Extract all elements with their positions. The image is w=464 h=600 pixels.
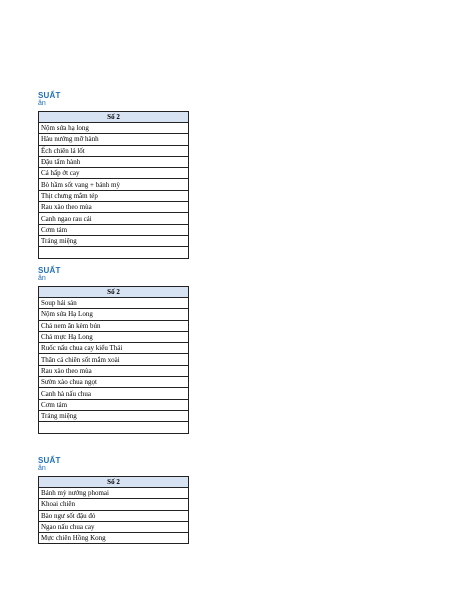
menu-item: Canh hà nấu chua <box>39 388 189 399</box>
menu-item: Chả nem ăn kèm bún <box>39 320 189 331</box>
menu-table <box>38 476 189 544</box>
menu-item: Ếch chiên lá lốt <box>39 145 189 156</box>
menu-section-3 <box>38 456 189 544</box>
menu-item: Cơm tám <box>39 399 189 410</box>
menu-item: Bào ngư sốt đậu đỏ <box>39 510 189 521</box>
section-title: SUẤT <box>38 456 61 465</box>
menu-item: Khoai chiên <box>39 499 189 510</box>
menu-item: Bánh mỳ nướng phomai <box>39 488 189 499</box>
section-title: SUẤT <box>38 266 61 275</box>
menu-section-2 <box>38 266 189 434</box>
menu-item: Tráng miệng <box>39 410 189 421</box>
section-subtitle: ăn <box>38 100 46 107</box>
menu-item: Nộm sứa hạ long <box>39 123 189 134</box>
menu-table-header: Số 2 <box>39 477 189 488</box>
menu-item: Rau xào theo mùa <box>39 202 189 213</box>
menu-item: Bò hầm sốt vang + bánh mỳ <box>39 179 189 190</box>
menu-item: Ruốc nấu chua cay kiểu Thái <box>39 343 189 354</box>
menu-item: Canh ngao rau cải <box>39 213 189 224</box>
menu-item: Thịt chưng mắm tép <box>39 190 189 201</box>
menu-section-1 <box>38 91 189 259</box>
menu-table-header: Số 2 <box>39 112 189 123</box>
menu-item: Sườn xào chua ngọt <box>39 377 189 388</box>
menu-item: Cá hấp ớt cay <box>39 168 189 179</box>
menu-item: Tráng miệng <box>39 235 189 246</box>
menu-item-empty <box>39 247 189 258</box>
menu-item: Thăn cá chiên sốt mắm xoài <box>39 354 189 365</box>
menu-item: Ngao nấu chua cay <box>39 521 189 532</box>
menu-item: Cơm tám <box>39 224 189 235</box>
menu-table <box>38 286 189 434</box>
menu-item-empty <box>39 422 189 433</box>
menu-item: Nộm sứa Hạ Long <box>39 309 189 320</box>
menu-item: Soup hải sản <box>39 298 189 309</box>
menu-item: Hàu nướng mỡ hành <box>39 134 189 145</box>
menu-item: Chả mực Hạ Long <box>39 331 189 342</box>
menu-item: Rau xào theo mùa <box>39 365 189 376</box>
section-subtitle: ăn <box>38 275 46 282</box>
menu-item: Mực chiên Hồng Kong <box>39 533 189 544</box>
menu-table-header: Số 2 <box>39 287 189 298</box>
section-subtitle: ăn <box>38 465 46 472</box>
menu-item: Đậu tẩm hành <box>39 156 189 167</box>
section-title: SUẤT <box>38 91 61 100</box>
menu-table <box>38 111 189 259</box>
